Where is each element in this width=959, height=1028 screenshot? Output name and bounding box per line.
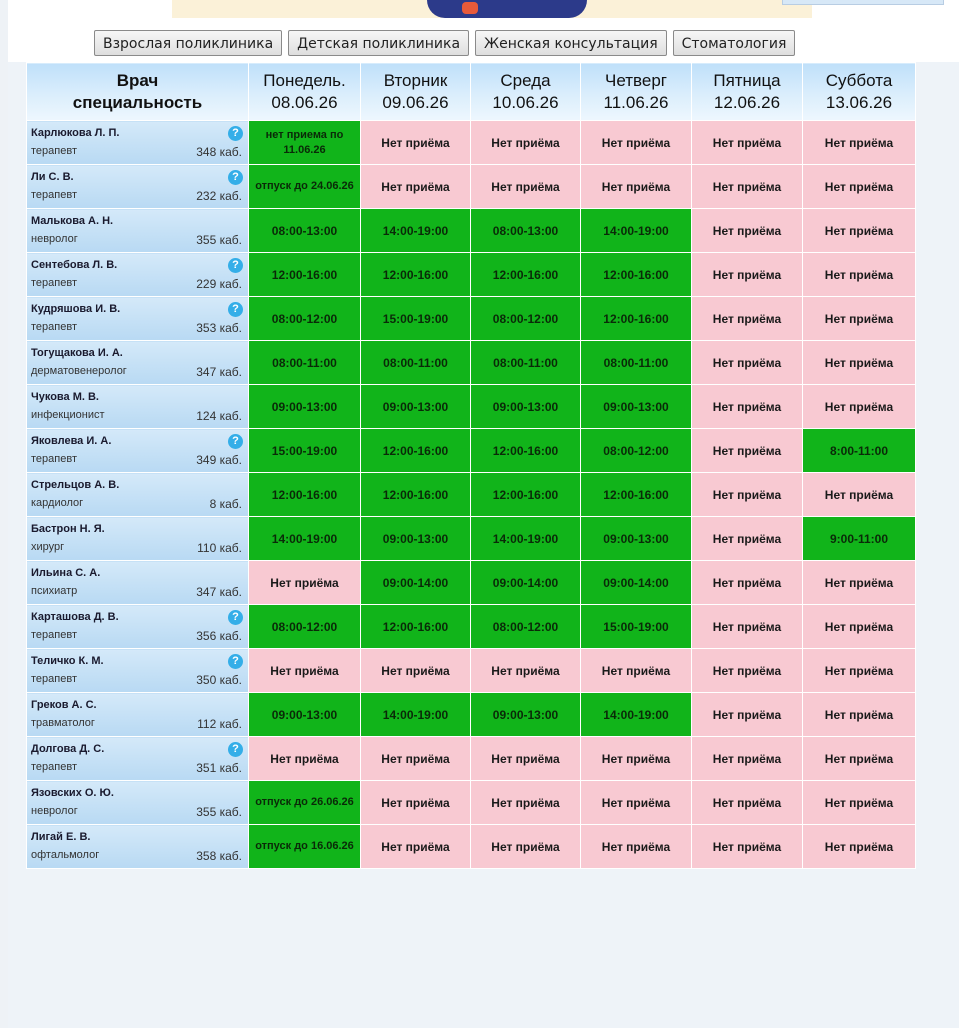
day-name: Среда <box>500 70 551 90</box>
table-row <box>27 165 916 209</box>
doctor-name[interactable]: Ли С. В. <box>31 171 74 183</box>
schedule-body <box>27 121 916 869</box>
schedule-cell-closed: Нет приёма <box>692 429 803 473</box>
schedule-cell-open[interactable]: 09:00-13:00 <box>249 385 361 429</box>
schedule-cell-closed: Нет приёма <box>361 737 471 781</box>
schedule-cell-closed: Нет приёма <box>803 385 916 429</box>
doctor-name[interactable]: Бастрон Н. Я. <box>31 523 105 535</box>
table-row <box>27 737 916 781</box>
doctor-specialty: травматолог <box>31 717 95 729</box>
doctor-room: 349 каб. <box>196 453 242 467</box>
doctor-cell[interactable] <box>27 473 249 517</box>
table-row <box>27 561 916 605</box>
schedule-cell-open[interactable]: 09:00-13:00 <box>581 517 692 561</box>
header-doctor-label: Врач <box>116 70 159 90</box>
schedule-cell-closed: Нет приёма <box>692 561 803 605</box>
header-day-4 <box>581 63 692 121</box>
header-day-2 <box>361 63 471 121</box>
header-day-6 <box>803 63 916 121</box>
schedule-cell-open[interactable]: 14:00-19:00 <box>581 693 692 737</box>
schedule-cell-closed: Нет приёма <box>692 121 803 165</box>
schedule-cell-open[interactable]: 12:00-16:00 <box>471 473 581 517</box>
header-day-5 <box>692 63 803 121</box>
doctor-specialty: терапевт <box>31 453 77 465</box>
schedule-cell-closed: Нет приёма <box>581 825 692 869</box>
schedule-cell-open[interactable]: 8:00-11:00 <box>803 429 916 473</box>
schedule-cell-open[interactable]: 14:00-19:00 <box>471 517 581 561</box>
department-tabs <box>94 30 795 58</box>
tab-womens-consultation[interactable]: Женская консультация <box>475 30 667 56</box>
doctor-cell[interactable] <box>27 825 249 869</box>
doctor-name[interactable]: Лигай Е. В. <box>31 831 91 843</box>
schedule-cell-closed: Нет приёма <box>361 781 471 825</box>
doctor-schedule-table <box>26 62 916 869</box>
schedule-cell-open[interactable]: 09:00-13:00 <box>471 385 581 429</box>
schedule-cell-closed: Нет приёма <box>471 649 581 693</box>
schedule-cell-open[interactable]: 12:00-16:00 <box>581 297 692 341</box>
schedule-cell-closed: Нет приёма <box>361 825 471 869</box>
doctor-specialty: офтальмолог <box>31 849 100 861</box>
schedule-cell-closed: Нет приёма <box>471 781 581 825</box>
day-date: 12.06.26 <box>713 92 781 112</box>
schedule-cell-closed: Нет приёма <box>249 649 361 693</box>
day-name: Вторник <box>383 70 448 90</box>
table-row <box>27 781 916 825</box>
doctor-cell[interactable] <box>27 341 249 385</box>
schedule-cell-open[interactable]: 09:00-14:00 <box>361 561 471 605</box>
doctor-specialty: кардиолог <box>31 497 84 509</box>
info-icon[interactable]: ? <box>228 302 243 317</box>
schedule-cell-open[interactable]: 08:00-11:00 <box>361 341 471 385</box>
schedule-cell-closed: Нет приёма <box>803 341 916 385</box>
schedule-cell-open[interactable]: 14:00-19:00 <box>249 517 361 561</box>
schedule-cell-closed: Нет приёма <box>803 605 916 649</box>
schedule-cell-closed: Нет приёма <box>361 165 471 209</box>
doctor-name[interactable]: Малькова А. Н. <box>31 215 114 227</box>
day-name: Четверг <box>605 70 667 90</box>
schedule-cell-closed: Нет приёма <box>692 737 803 781</box>
doctor-cell[interactable] <box>27 781 249 825</box>
schedule-cell-closed: Нет приёма <box>803 737 916 781</box>
table-row <box>27 649 916 693</box>
schedule-cell-open[interactable]: 08:00-12:00 <box>581 429 692 473</box>
schedule-cell-closed: Нет приёма <box>803 693 916 737</box>
tab-adult-clinic[interactable]: Взрослая поликлиника <box>94 30 282 56</box>
schedule-cell-closed: Нет приёма <box>361 649 471 693</box>
doctor-room: 347 каб. <box>196 365 242 379</box>
schedule-cell-open[interactable]: 15:00-19:00 <box>361 297 471 341</box>
schedule-cell-open[interactable]: 08:00-11:00 <box>471 341 581 385</box>
doctor-room: 351 каб. <box>196 761 242 775</box>
banner-figure-graphic <box>427 0 587 18</box>
banner-accent-graphic <box>462 2 478 14</box>
doctor-specialty: невролог <box>31 233 78 245</box>
schedule-cell-open[interactable]: 14:00-19:00 <box>581 209 692 253</box>
doctor-name[interactable]: Язовских О. Ю. <box>31 787 114 799</box>
schedule-cell-open[interactable]: 08:00-12:00 <box>471 605 581 649</box>
doctor-room: 350 каб. <box>196 673 242 687</box>
doctor-cell[interactable] <box>27 297 249 341</box>
doctor-name[interactable]: Карлюкова Л. П. <box>31 127 120 139</box>
table-row <box>27 825 916 869</box>
info-icon[interactable]: ? <box>228 742 243 757</box>
schedule-cell-open[interactable]: 09:00-14:00 <box>471 561 581 605</box>
schedule-cell-open[interactable]: отпуск до 16.06.26 <box>249 825 361 869</box>
doctor-room: 112 каб. <box>197 717 242 731</box>
doctor-specialty: терапевт <box>31 761 77 773</box>
schedule-cell-open[interactable]: 12:00-16:00 <box>249 253 361 297</box>
schedule-cell-closed: Нет приёма <box>249 561 361 605</box>
schedule-cell-open[interactable]: 08:00-12:00 <box>249 605 361 649</box>
day-date: 09.06.26 <box>382 92 449 112</box>
table-row <box>27 253 916 297</box>
doctor-room: 355 каб. <box>196 805 242 819</box>
schedule-cell-closed: Нет приёма <box>803 473 916 517</box>
day-date: 13.06.26 <box>825 92 893 112</box>
day-date: 11.06.26 <box>603 92 669 112</box>
schedule-cell-open[interactable]: 08:00-12:00 <box>471 297 581 341</box>
schedule-cell-closed: Нет приёма <box>692 385 803 429</box>
info-icon[interactable]: ? <box>228 258 243 273</box>
doctor-cell[interactable] <box>27 165 249 209</box>
day-name: Суббота <box>825 70 893 90</box>
doctor-specialty: терапевт <box>31 629 77 641</box>
schedule-cell-closed: Нет приёма <box>803 649 916 693</box>
day-name: Пятница <box>713 70 781 90</box>
schedule-cell-open[interactable]: 08:00-13:00 <box>471 209 581 253</box>
top-right-button-edge[interactable] <box>782 0 944 5</box>
schedule-cell-open[interactable]: 09:00-13:00 <box>581 385 692 429</box>
day-name: Понедель. <box>263 70 346 90</box>
table-row <box>27 517 916 561</box>
schedule-cell-closed: Нет приёма <box>581 165 692 209</box>
schedule-cell-open[interactable]: 08:00-11:00 <box>249 341 361 385</box>
schedule-cell-closed: Нет приёма <box>692 693 803 737</box>
schedule-cell-open[interactable]: 14:00-19:00 <box>361 209 471 253</box>
info-icon[interactable]: ? <box>228 654 243 669</box>
doctor-cell[interactable] <box>27 605 249 649</box>
schedule-cell-open[interactable]: 9:00-11:00 <box>803 517 916 561</box>
day-date: 10.06.26 <box>492 92 559 112</box>
info-icon[interactable]: ? <box>228 434 243 449</box>
schedule-cell-open[interactable]: 12:00-16:00 <box>581 473 692 517</box>
doctor-cell[interactable] <box>27 209 249 253</box>
schedule-cell-closed: Нет приёма <box>471 121 581 165</box>
table-row <box>27 385 916 429</box>
schedule-cell-closed: Нет приёма <box>803 825 916 869</box>
doctor-room: 232 каб. <box>196 189 242 203</box>
schedule-cell-closed: Нет приёма <box>249 737 361 781</box>
schedule-cell-open[interactable]: 12:00-16:00 <box>361 473 471 517</box>
doctor-name[interactable]: Тогущакова И. А. <box>31 347 123 359</box>
top-banner-area <box>0 0 959 22</box>
day-date: 08.06.26 <box>271 92 338 112</box>
schedule-cell-closed: Нет приёма <box>581 121 692 165</box>
table-row <box>27 297 916 341</box>
table-row <box>27 693 916 737</box>
doctor-room: 356 каб. <box>196 629 242 643</box>
doctor-name[interactable]: Долгова Д. С. <box>31 743 105 755</box>
schedule-cell-closed: Нет приёма <box>803 297 916 341</box>
schedule-cell-open[interactable]: отпуск до 24.06.26 <box>249 165 361 209</box>
schedule-cell-closed: Нет приёма <box>692 473 803 517</box>
schedule-cell-open[interactable]: 08:00-12:00 <box>249 297 361 341</box>
doctor-cell[interactable] <box>27 737 249 781</box>
tab-children-clinic[interactable]: Детская поликлиника <box>288 30 469 56</box>
header-day-3 <box>471 63 581 121</box>
schedule-cell-open[interactable]: 15:00-19:00 <box>581 605 692 649</box>
header-specialty-label: специальность <box>72 92 203 112</box>
info-icon[interactable]: ? <box>228 170 243 185</box>
doctor-specialty: терапевт <box>31 189 77 201</box>
schedule-cell-closed: Нет приёма <box>581 737 692 781</box>
table-row <box>27 341 916 385</box>
schedule-cell-open[interactable]: 14:00-19:00 <box>361 693 471 737</box>
doctor-specialty: хирург <box>31 541 65 553</box>
schedule-cell-closed: Нет приёма <box>692 341 803 385</box>
schedule-cell-closed: Нет приёма <box>803 561 916 605</box>
doctor-specialty: терапевт <box>31 145 77 157</box>
schedule-cell-closed: Нет приёма <box>692 825 803 869</box>
schedule-cell-closed: Нет приёма <box>471 737 581 781</box>
doctor-cell[interactable] <box>27 649 249 693</box>
doctor-name[interactable]: Сентебова Л. В. <box>31 259 118 271</box>
schedule-cell-open[interactable]: 12:00-16:00 <box>361 605 471 649</box>
schedule-cell-closed: Нет приёма <box>803 781 916 825</box>
doctor-name[interactable]: Греков А. С. <box>31 699 97 711</box>
schedule-cell-open[interactable]: 09:00-13:00 <box>249 693 361 737</box>
doctor-room: 358 каб. <box>196 849 242 863</box>
schedule-cell-open[interactable]: 08:00-13:00 <box>249 209 361 253</box>
table-row <box>27 605 916 649</box>
tab-dentistry[interactable]: Стоматология <box>673 30 796 56</box>
table-row <box>27 121 916 165</box>
page-left-edge <box>0 0 8 1028</box>
doctor-room: 110 каб. <box>197 541 242 555</box>
table-row <box>27 429 916 473</box>
schedule-cell-open[interactable]: 09:00-13:00 <box>361 385 471 429</box>
doctor-name[interactable]: Теличко К. М. <box>31 655 104 667</box>
doctor-cell[interactable] <box>27 429 249 473</box>
schedule-cell-closed: Нет приёма <box>692 605 803 649</box>
schedule-cell-open[interactable]: 09:00-13:00 <box>471 693 581 737</box>
table-header-row <box>27 63 916 121</box>
schedule-cell-open[interactable]: 12:00-16:00 <box>471 253 581 297</box>
doctor-name[interactable]: Кудряшова И. В. <box>31 303 121 315</box>
doctor-cell[interactable] <box>27 693 249 737</box>
doctor-room: 355 каб. <box>196 233 242 247</box>
header-banner-image <box>172 0 812 18</box>
doctor-room: 348 каб. <box>196 145 242 159</box>
schedule-cell-closed: Нет приёма <box>692 165 803 209</box>
schedule-cell-open[interactable]: 12:00-16:00 <box>581 253 692 297</box>
doctor-name[interactable]: Стрельцов А. В. <box>31 479 120 491</box>
doctor-room: 353 каб. <box>196 321 242 335</box>
doctor-room: 347 каб. <box>196 585 242 599</box>
schedule-cell-closed: Нет приёма <box>692 517 803 561</box>
schedule-cell-closed: Нет приёма <box>581 649 692 693</box>
doctor-cell[interactable] <box>27 253 249 297</box>
doctor-specialty: дерматовенеролог <box>31 365 127 377</box>
schedule-cell-open[interactable]: 12:00-16:00 <box>249 473 361 517</box>
schedule-cell-closed: Нет приёма <box>692 297 803 341</box>
doctor-name[interactable]: Карташова Д. В. <box>31 611 119 623</box>
schedule-cell-open[interactable]: 08:00-11:00 <box>581 341 692 385</box>
doctor-name[interactable]: Яковлева И. А. <box>31 435 112 447</box>
info-icon[interactable]: ? <box>228 126 243 141</box>
doctor-cell[interactable] <box>27 561 249 605</box>
doctor-name[interactable]: Ильина С. А. <box>31 567 101 579</box>
schedule-cell-closed: Нет приёма <box>581 781 692 825</box>
doctor-name[interactable]: Чукова М. В. <box>31 391 99 403</box>
doctor-specialty: психиатр <box>31 585 78 597</box>
doctor-specialty: невролог <box>31 805 78 817</box>
schedule-cell-closed: Нет приёма <box>471 825 581 869</box>
schedule-cell-closed: Нет приёма <box>803 253 916 297</box>
doctor-cell[interactable] <box>27 385 249 429</box>
schedule-cell-closed: Нет приёма <box>471 165 581 209</box>
doctor-specialty: инфекционист <box>31 409 105 421</box>
schedule-cell-open[interactable]: 15:00-19:00 <box>249 429 361 473</box>
doctor-room: 124 каб. <box>196 409 242 423</box>
table-row <box>27 473 916 517</box>
schedule-cell-closed: Нет приёма <box>803 165 916 209</box>
header-doctor <box>27 63 249 121</box>
doctor-specialty: терапевт <box>31 673 77 685</box>
doctor-specialty: терапевт <box>31 321 77 333</box>
doctor-cell[interactable] <box>27 517 249 561</box>
doctor-cell[interactable] <box>27 121 249 165</box>
schedule-cell-open[interactable]: 12:00-16:00 <box>471 429 581 473</box>
schedule-cell-open[interactable]: 12:00-16:00 <box>361 429 471 473</box>
doctor-room: 229 каб. <box>196 277 242 291</box>
doctor-room: 8 каб. <box>209 497 242 511</box>
schedule-cell-closed: Нет приёма <box>692 253 803 297</box>
info-icon[interactable]: ? <box>228 610 243 625</box>
table-row <box>27 209 916 253</box>
schedule-cell-closed: Нет приёма <box>692 209 803 253</box>
schedule-cell-open[interactable]: 12:00-16:00 <box>361 253 471 297</box>
schedule-cell-open[interactable]: 09:00-13:00 <box>361 517 471 561</box>
doctor-specialty: терапевт <box>31 277 77 289</box>
schedule-cell-closed: Нет приёма <box>692 781 803 825</box>
header-day-1 <box>249 63 361 121</box>
schedule-cell-closed: Нет приёма <box>803 121 916 165</box>
schedule-cell-open[interactable]: отпуск до 26.06.26 <box>249 781 361 825</box>
schedule-cell-closed: Нет приёма <box>361 121 471 165</box>
schedule-cell-closed: Нет приёма <box>692 649 803 693</box>
schedule-cell-open[interactable]: нет приема по 11.06.26 <box>249 121 361 165</box>
schedule-cell-closed: Нет приёма <box>803 209 916 253</box>
schedule-cell-open[interactable]: 09:00-14:00 <box>581 561 692 605</box>
